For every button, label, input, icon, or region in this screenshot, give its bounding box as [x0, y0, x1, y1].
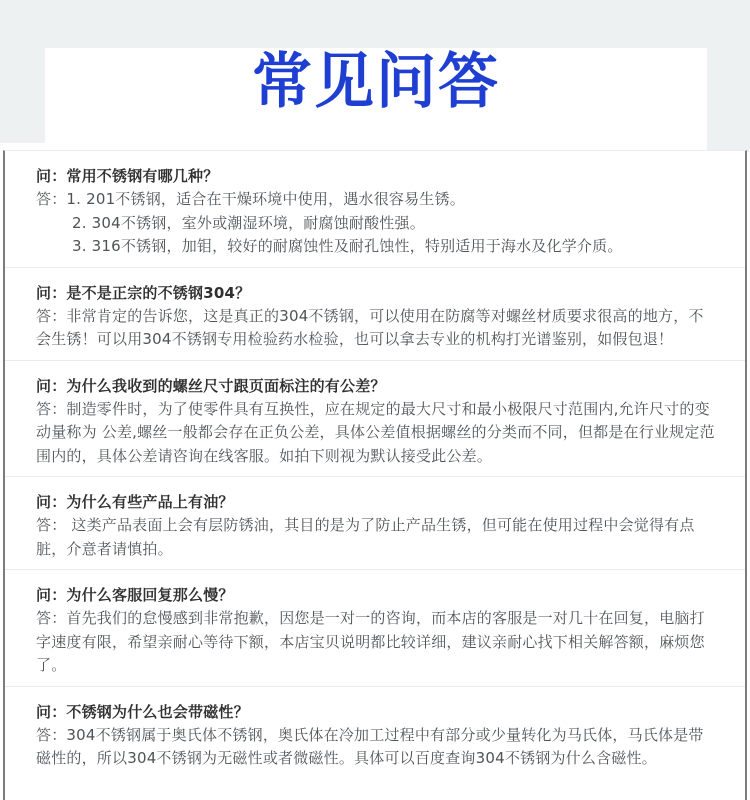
header-background-right	[707, 48, 750, 152]
question-text: 问：常用不锈钢有哪几种？	[36, 167, 219, 185]
faq-section-size-tolerance	[5, 360, 745, 477]
answer-text: 答：非常肯定的告诉您，这是真正的304不锈钢，可以使用在防腐等对螺丝材质要求很高的地方，不会生锈！可以用304不锈钢专用检验药水检验，也可以拿去专业的机构打光谱鉴别，如假包退！	[36, 306, 704, 348]
answer-text: 2. 304不锈钢，室外或潮湿环境，耐腐蚀耐酸性强。	[72, 213, 425, 232]
header-background-left	[0, 48, 45, 143]
answer-text: 答：304不锈钢属于奥氏体不锈钢，奥氏体在冷加工过程中有部分或少量转化为马氏体，马氏体是带磁性的，所以304不锈钢为无磁性或者微磁性。具体可以百度查询304不锈钢为什么含磁性。	[36, 725, 704, 767]
answer-text: 答：制造零件时，为了使零件具有互换性，应在规定的最大尺寸和最小极限尺寸范围内,允许尺寸的变动量称为 公差,螺丝一般都会存在正负公差，具体公差值根据螺丝的分类而不同，但都是在行业规定范围内的，具体公差请咨询在线客服。如拍下则视为默认接受此公差。	[36, 399, 715, 465]
question-text: 问：为什么客服回复那么慢？	[36, 586, 234, 604]
question-text: 问：是不是正宗的不锈钢304？	[36, 283, 251, 302]
answer-text: 答：1. 201不锈钢，适合在干燥环境中使用，遇水很容易生锈。	[36, 190, 465, 208]
answer-text: 3. 316不锈钢，加钼，较好的耐腐蚀性及耐孔蚀性，特别适用于海水及化学介质。	[72, 237, 623, 255]
page-title: 常见问答	[252, 47, 500, 117]
faq-section-stainless-types	[5, 151, 745, 267]
question-text: 问：不锈钢为什么也会带磁性？	[36, 702, 249, 721]
faq-section-genuine-304	[5, 267, 745, 360]
answer-text: 答： 这类产品表面上会有层防锈油，其目的是为了防止产品生锈，但可能在使用过程中会觉得有点脏，介意者请慎拍。	[36, 516, 695, 558]
question-text: 问：为什么有些产品上有油？	[36, 493, 234, 511]
title-card	[45, 48, 707, 150]
faq-section-slow-service	[5, 569, 745, 686]
faq-panel	[3, 150, 747, 800]
faq-section-oil-on-product	[5, 476, 745, 569]
faq-section-magnetism	[5, 686, 745, 779]
header-background-band	[0, 0, 750, 48]
answer-text: 答：首先我们的怠慢感到非常抱歉，因您是一对一的咨询，而本店的客服是一对几十在回复，电脑打字速度有限，希望亲耐心等待下额，本店宝贝说明都比较详细，建议亲耐心找下相关解答额，麻烦您了。	[36, 609, 705, 674]
question-text: 问：为什么我收到的螺丝尺寸跟页面标注的有公差？	[36, 376, 386, 395]
